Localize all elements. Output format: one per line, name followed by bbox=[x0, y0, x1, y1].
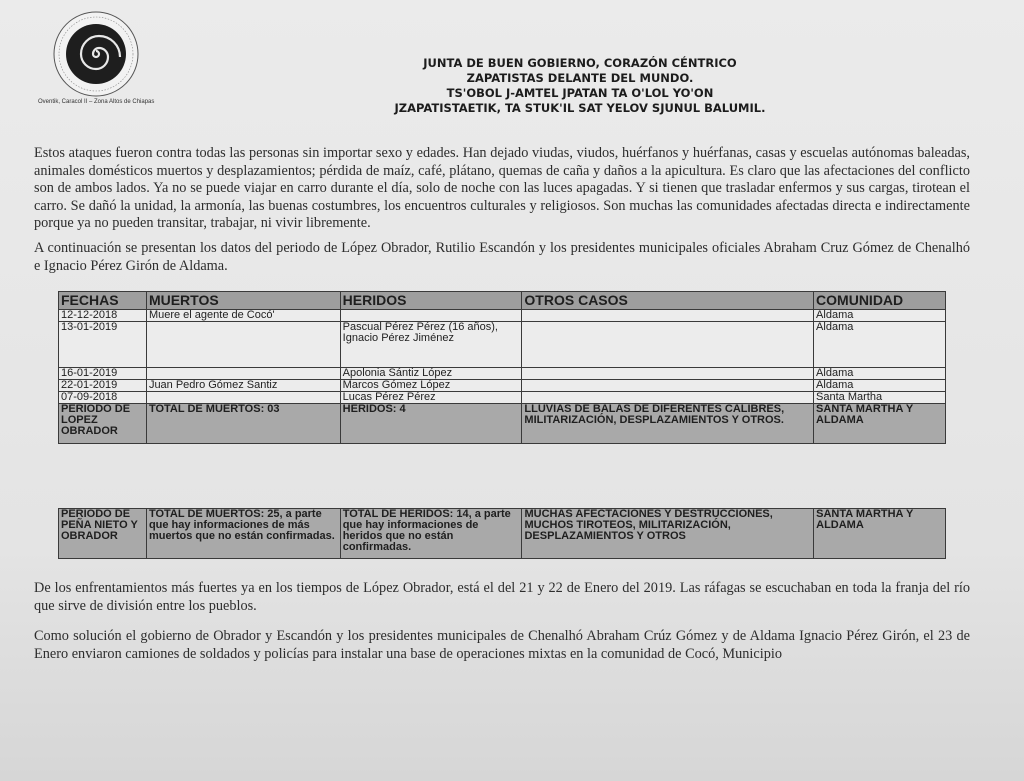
table-row bbox=[59, 368, 946, 380]
header-line-2: ZAPATISTAS DELANTE DEL MUNDO. bbox=[466, 71, 694, 85]
header-comunidad: COMUNIDAD bbox=[814, 292, 946, 310]
cell-heridos: Apolonia Sántiz López bbox=[340, 368, 522, 380]
junta-logo bbox=[52, 10, 140, 98]
logo-caption: Oventik, Caracol II – Zona Altos de Chiapas bbox=[38, 99, 155, 105]
table-header-row bbox=[59, 292, 946, 310]
cell-muertos: Muere el agente de Cocó' bbox=[146, 310, 340, 322]
cell-heridos: Marcos Gómez López bbox=[340, 380, 522, 392]
cell-comunidad-summary: SANTA MARTHA Y ALDAMA bbox=[814, 404, 946, 444]
paragraph-attacks: Estos ataques fueron contra todas las personas sin importar sexo y edades. Han dejado viudas, viudos, huérfanos y huérfanas, casas y escuelas autónomas baleadas, animales domésticos muertos y desplazamientos; pérdida de maíz, café, plátano, quemas de caña y daños a la apicultura. Es claro que las afectaciones del conflicto son de ambos lados. Ya no se puede viajar en carro durante el día, solo de noche con las luces apagadas. Y si tienen que trasladar enfermos y sus cargas, tirotean el carro. Se dañó la unidad, la armonía, las buenas costumbres, los encuentros culturales y religiosos. Son muchas las comunidades afectadas directa e indirectamente porque ya no pueden transitar, trabajar, ni vivir libremente. bbox=[34, 145, 970, 231]
header-line-4: JZAPATISTAETIK, TA STUK'IL SAT YELOV SJUNUL BALUMIL. bbox=[394, 101, 766, 115]
cell-fecha: 07-09-2018 bbox=[59, 392, 147, 404]
cell-periodo: PERIODO DE PEÑA NIETO Y OBRADOR bbox=[59, 509, 147, 559]
cell-total-heridos: HERIDOS: 4 bbox=[340, 404, 522, 444]
casualties-table-lopez-obrador bbox=[58, 291, 946, 444]
paragraph-enfrentamientos: De los enfrentamientos más fuertes ya en los tiempos de López Obrador, está el del 21 y 22 de Enero del 2019. Las ráfagas se escuchaban en toda la franja del río que sirve de división entre los pueblos. bbox=[34, 580, 970, 614]
header-heridos: HERIDOS bbox=[340, 292, 522, 310]
cell-total-muertos: TOTAL DE MUERTOS: 03 bbox=[146, 404, 340, 444]
cell-comunidad-summary: SANTA MARTHA Y ALDAMA bbox=[814, 509, 946, 559]
cell-heridos: Lucas Pérez Pérez bbox=[340, 392, 522, 404]
cell-comunidad: Aldama bbox=[814, 310, 946, 322]
cell-muertos bbox=[146, 322, 340, 368]
cell-fecha: 16-01-2019 bbox=[59, 368, 147, 380]
cell-otros bbox=[522, 322, 814, 368]
table-row bbox=[59, 392, 946, 404]
cell-periodo: PERIODO DE LOPEZ OBRADOR bbox=[59, 404, 147, 444]
cell-total-heridos: TOTAL DE HERIDOS: 14, a parte que hay informaciones de heridos que no están confirmadas. bbox=[340, 509, 522, 559]
cell-heridos: Pascual Pérez Pérez (16 años), Ignacio Pérez Jiménez bbox=[340, 322, 522, 368]
cell-muertos: Juan Pedro Gómez Santiz bbox=[146, 380, 340, 392]
cell-otros bbox=[522, 310, 814, 322]
cell-heridos bbox=[340, 310, 522, 322]
header-muertos: MUERTOS bbox=[146, 292, 340, 310]
cell-comunidad: Aldama bbox=[814, 368, 946, 380]
cell-otros bbox=[522, 368, 814, 380]
casualties-table-pena-nieto bbox=[58, 508, 946, 559]
table-summary-row bbox=[59, 404, 946, 444]
cell-fecha: 13-01-2019 bbox=[59, 322, 147, 368]
table-row bbox=[59, 380, 946, 392]
cell-muertos bbox=[146, 392, 340, 404]
header-fechas: FECHAS bbox=[59, 292, 147, 310]
cell-fecha: 12-12-2018 bbox=[59, 310, 147, 322]
cell-otros-casos-summary: MUCHAS AFECTACIONES Y DESTRUCCIONES, MUCHOS TIROTEOS, MILITARIZACIÓN, DESPLAZAMIENTOS Y OTROS bbox=[522, 509, 814, 559]
header-line-3: TS'OBOL J-AMTEL JPATAN TA O'LOL YO'ON bbox=[446, 86, 714, 100]
paragraph-intro-data: A continuación se presentan los datos del periodo de López Obrador, Rutilio Escandón y los presidentes municipales oficiales Abraham Cruz Gómez de Chenalhó e Ignacio Pérez Girón de Aldama. bbox=[34, 240, 970, 274]
table-row bbox=[59, 322, 946, 368]
organization-header bbox=[370, 56, 790, 116]
table-summary-row bbox=[59, 509, 946, 559]
header-otros-casos: OTROS CASOS bbox=[522, 292, 814, 310]
paragraph-solucion: Como solución el gobierno de Obrador y Escandón y los presidentes municipales de Chenalhó Abraham Crúz Gómez y de Aldama Ignacio Pérez Girón, el 23 de Enero enviaron camiones de soldados y policías para instalar una base de operaciones mixtas en la comunidad de Cocó, Municipio bbox=[34, 628, 970, 662]
cell-comunidad: Aldama bbox=[814, 322, 946, 368]
cell-fecha: 22-01-2019 bbox=[59, 380, 147, 392]
table-row bbox=[59, 310, 946, 322]
cell-comunidad: Aldama bbox=[814, 380, 946, 392]
cell-otros-casos-summary: LLUVIAS DE BALAS DE DIFERENTES CALIBRES, MILITARIZACIÓN, DESPLAZAMIENTOS Y OTROS. bbox=[522, 404, 814, 444]
cell-muertos bbox=[146, 368, 340, 380]
cell-total-muertos: TOTAL DE MUERTOS: 25, a parte que hay informaciones de más muertos que no están confirmadas. bbox=[146, 509, 340, 559]
cell-otros bbox=[522, 392, 814, 404]
header-line-1: JUNTA DE BUEN GOBIERNO, CORAZÓN CÉNTRICO bbox=[423, 56, 737, 70]
cell-otros bbox=[522, 380, 814, 392]
cell-comunidad: Santa Martha bbox=[814, 392, 946, 404]
